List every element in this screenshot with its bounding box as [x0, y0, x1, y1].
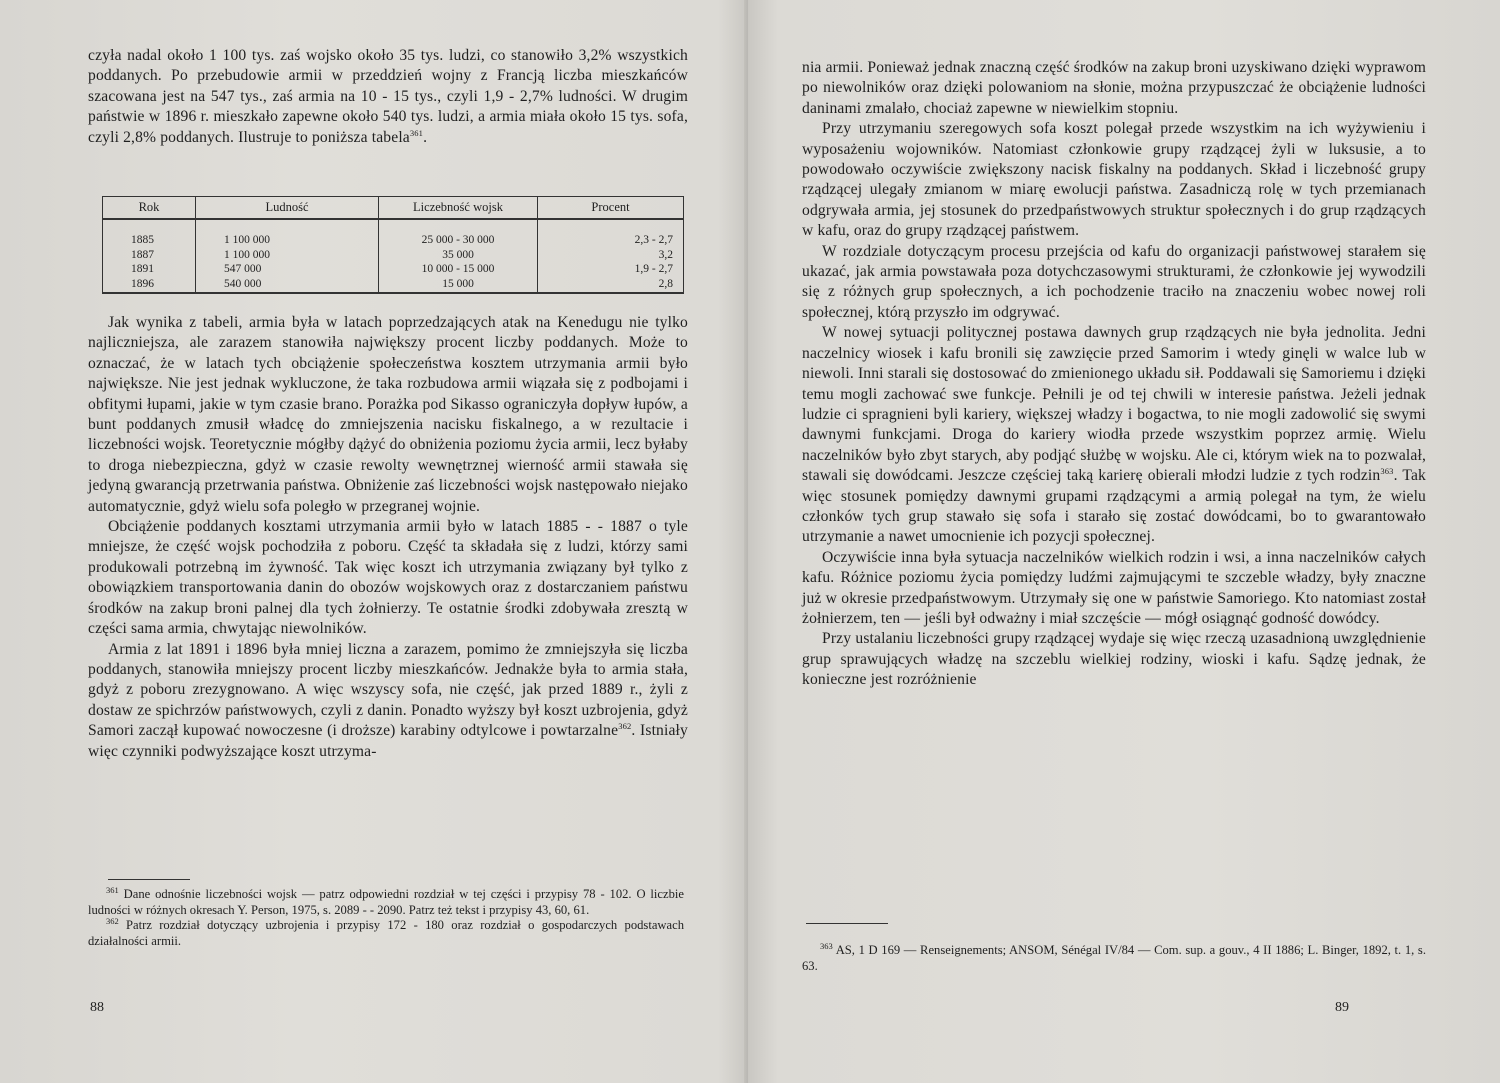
footnote-number: 362 — [106, 915, 119, 926]
paragraph: W rozdziale dotyczącym procesu przejścia od kafu do organizacji państwowej starałem się ukazać, jak armia powstawała poza dotychczasowymi strukturami, że członkowie jej wywodzili się z różnych grup społecznych, a ich pochodzenie traciło na znaczeniu wobec nowej roli społecznej, którą przyszło im odgrywać. — [802, 242, 1426, 321]
table-cell: 1887 — [103, 248, 196, 263]
table-header-year: Rok — [103, 197, 196, 220]
footnote-ref-362: 362 — [618, 720, 632, 731]
paragraph: Oczywiście inna była sytuacja naczelników wielkich rodzin i wsi, a inna naczelników całych kafu. Różnice poziomu życia pomiędzy ludźmi zajmującymi te szczeble władzy, były znaczne już w okresie przedpaństwowym. Utrzymały się one w państwie Samoriego. Kto natomiast został żołnierzem, ten — jeśli był odważny i miał szczęście — mógł osiągnąć godność dowódcy. — [802, 548, 1426, 627]
paragraph — [802, 323, 1426, 547]
table-row — [103, 248, 684, 263]
table-header-army: Liczebność wojsk — [379, 197, 538, 220]
paragraph: Jak wynika z tabeli, armia była w latach poprzedzających atak na Kenedugu nie tylko najliczniejsza, ale zarazem stanowiła największy procent liczby poddanych. Może to oznaczać, że w latach tych obciążenie społeczeństwa kosztem utrzymania armii było największe. Nie jest jednak wykluczone, że taka rozbudowa armii wiązała się z podbojami i obfitymi łupami, jakie w tym czasie brano. Porażka pod Sikasso ograniczyła dopływ łupów, a bunt poddanych zmusił władcę do zmniejszenia nacisku fiskalnego, a w rezultacie i liczebności wojsk. Teoretycznie mógłby dążyć do obniżenia poziomu życia armii, lecz byłaby to droga niebezpieczna, gdyż w czasie rewolty wewnętrznej wierność armii stawała się jedyną gwarancją przetrwania państwa. Obniżenie zaś liczebności wojsk następowało niejako automatycznie, gdyż wielu sofa poległo w przegranej wojnie. — [88, 314, 688, 515]
left-body-text — [88, 313, 688, 762]
table-cell: 2,3 - 2,7 — [538, 219, 684, 248]
page-number-left: 88 — [90, 1000, 104, 1015]
footnote-363 — [802, 940, 1426, 974]
table-cell: 3,2 — [538, 248, 684, 263]
footnote-text: AS, 1 D 169 — Renseignements; ANSOM, Sénégal IV/84 — Com. sup. a gouv., 4 II 1886; L. Binger, 1892, t. 1, s. 63. — [802, 943, 1426, 973]
table-header-percent: Procent — [538, 197, 684, 220]
left-intro-end: . — [423, 128, 428, 146]
footnote-361 — [88, 884, 684, 918]
paragraph: Przy utrzymaniu szeregowych sofa koszt polegał przede wszystkim na ich wyżywieniu i wyposażeniu wojowników. Natomiast członkowie grupy rządzącej żyli w luksusie, a to powodowało oczywiście zwiększony nacisk fiskalny na poddanych. Skład i liczebność grupy rządzącej ulegały zmianom w miarę ewolucji państwa. Zasadniczą rolę w tych przemianach odgrywała armia, jej stosunek do przedpaństwowych struktur społecznych i do grup rządzących w kafu, oraz do grupy rządzącej państwem. — [802, 120, 1426, 240]
table-header-population: Ludność — [196, 197, 379, 220]
footnote-362 — [88, 915, 684, 949]
right-body-text — [802, 58, 1426, 691]
table-cell: 540 000 — [196, 277, 379, 294]
paragraph — [88, 640, 688, 762]
left-intro-text — [88, 46, 688, 148]
paragraph-text-end: . Istniały więc czynniki podwyższające koszt utrzyma- — [88, 722, 688, 760]
footnote-number: 361 — [106, 884, 119, 895]
table-cell: 1 100 000 — [196, 248, 379, 263]
table-row — [103, 219, 684, 248]
table-cell: 15 000 — [379, 277, 538, 294]
right-page — [748, 0, 1500, 1083]
footnote-ref-361: 361 — [409, 127, 424, 138]
paragraph: Przy ustalaniu liczebności grupy rządzącej wydaje się więc rzeczą uzasadnioną uwzględnienie grup sprawujących władzę na szczeblu wielkiej rodziny, wioski i kafu. Sądzę jednak, że konieczne jest rozróżnienie — [802, 630, 1426, 689]
paragraph: Obciążenie poddanych kosztami utrzymania armii było w latach 1885 - - 1887 o tyle mniejsze, że część wojsk pochodziła z poboru. Część ta składała się z ludzi, którzy sami produkowali potrzebną im żywność. Tak więc koszt ich utrzymania związany był tylko z obowiązkiem transportowania danin do obozów wojskowych oraz z dostarczaniem państwu środków na zakup broni palnej dla tych żołnierzy. Te ostatnie środki zdobywała zresztą w części sama armia, chwytając niewolników. — [88, 518, 688, 638]
footnote-separator — [806, 923, 888, 924]
left-page — [0, 0, 748, 1083]
table-row — [103, 277, 684, 294]
table-cell: 1,9 - 2,7 — [538, 262, 684, 277]
paragraph-text: Armia z lat 1891 i 1896 była mniej liczna a zarazem, pomimo że zmniejszyła się liczba poddanych, stanowiła mniejszy procent liczby mieszkańców. Jednakże była to armia stała, gdyż z poboru zrezygnowano. A więc wszyscy sofa, nie część, jak przed 1889 r., żyli z dostaw ze spichrzów państwowych, czyli z danin. Ponadto wyższy był koszt uzbrojenia, gdyż Samori zaczął kupować nowoczesne (i droższe) karabiny odtylcowe i powtarzalne — [88, 640, 688, 740]
left-footnotes — [88, 884, 684, 949]
table-row — [103, 262, 684, 277]
paragraph: nia armii. Ponieważ jednak znaczną część środków na zakup broni uzyskiwano dzięki wyprawom po niewolników oraz dzięki polowaniom na słonie, można przypuszczać że obciążenie ludności daninami zmalało, chociaż zapewne w niewielkim stopniu. — [802, 59, 1426, 117]
footnote-separator — [108, 879, 190, 880]
right-footnotes — [802, 940, 1426, 974]
table-cell: 35 000 — [379, 248, 538, 263]
table-cell: 10 000 - 15 000 — [379, 262, 538, 277]
table-cell: 2,8 — [538, 277, 684, 294]
table-cell: 1 100 000 — [196, 219, 379, 248]
left-intro-lines: czyła nadal około 1 100 tys. zaś wojsko około 35 tys. ludzi, co stanowiło 3,2% wszystkich poddanych. Po przebudowie armii w przeddzień wojny z Francją liczba mieszkańców szacowana jest na 547 tys., zaś armia na 10 - 15 tys., czyli 1,9 - 2,7% ludności. W drugim państwie w 1896 r. mieszkało zapewne około 540 tys. ludzi, a armia miała około 15 tys. sofa, czyli 2,8% poddanych. Ilustruje to poniższa tabela — [88, 47, 688, 146]
footnote-ref-363: 363 — [1380, 465, 1394, 476]
paragraph-text: W nowej sytuacji politycznej postawa dawnych grup rządzących nie była jednolita. Jedni naczelnicy wiosek i kafu bronili się zawzięcie przed Samorim i wtedy ginęli w walce lub w niewoli. Inni starali się dostosować do zmienionego układu sił. Poddawali się Samoriemu i dzięki temu mogli zachować swe funkcje. Pełnili je od tej chwili w interesie państwa. Jeżeli jednak ludzie ci spragnieni byli kariery, większej władzy i bogactwa, to nie mogli zadowolić się swymi dawnymi funkcjami. Droga do kariery wiodła przede wszystkim poprzez armię. Wielu naczelników było zbyt starych, aby podjąć służbę w wojsku. Ale ci, którym wiek na to pozwalał, stawali się dowódcami. Jeszcze częściej taką karierę obierali młodzi ludzie z tych rodzin — [802, 324, 1426, 485]
table-cell: 547 000 — [196, 262, 379, 277]
table-cell: 1885 — [103, 219, 196, 248]
table-cell: 1896 — [103, 277, 196, 294]
table-cell: 1891 — [103, 262, 196, 277]
page-number-right: 89 — [1335, 1000, 1349, 1015]
paragraph-text-end: . Tak więc stosunek pomiędzy dawnymi grupami rządzącymi a armią polegał na tym, że wielu członków tych grup stawało się sofa i starało się zostać dowódcami, bo to gwarantowało utrzymanie a nawet umocnienie ich pozycji społecznej. — [802, 467, 1427, 546]
footnote-number: 363 — [820, 940, 833, 951]
population-army-table — [102, 196, 684, 294]
footnote-text: Patrz rozdział dotyczący uzbrojenia i przypisy 172 - 180 oraz rozdział o gospodarczych podstawach działalności armii. — [88, 918, 684, 948]
footnote-text: Dane odnośnie liczebności wojsk — patrz odpowiedni rozdział w tej części i przypisy 78 - 102. O liczbie ludności w różnych okresach Y. Person, 1975, s. 2089 - - 2090. Patrz też tekst i przypisy 43, 60, 61. — [88, 887, 684, 917]
table-cell: 25 000 - 30 000 — [379, 219, 538, 248]
